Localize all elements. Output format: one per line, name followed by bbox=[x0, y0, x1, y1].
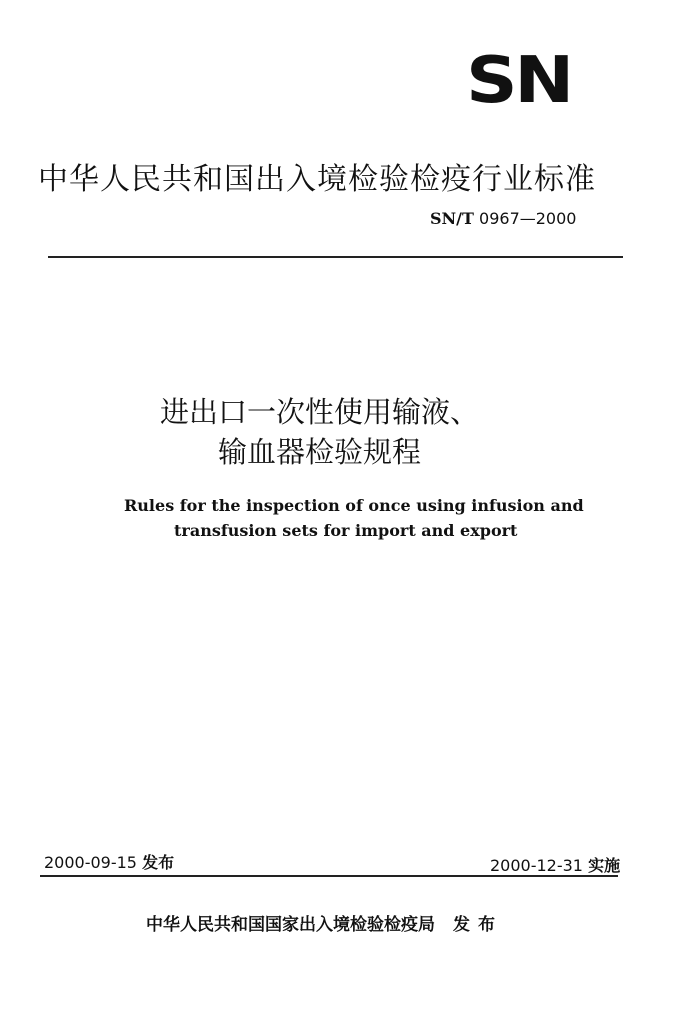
standard-code-number: 0967—2000 bbox=[479, 209, 577, 228]
header-divider bbox=[48, 256, 623, 258]
title-chinese-line-2: 输血器检验规程 bbox=[218, 435, 422, 469]
implementation-date bbox=[490, 853, 620, 876]
implementation-date-value: 2000-12-31 bbox=[490, 856, 583, 875]
sn-logo: SN bbox=[466, 44, 571, 118]
issue-date-label: 发布 bbox=[142, 853, 175, 872]
standard-code-prefix: SN/T bbox=[430, 209, 474, 228]
issuer-line bbox=[146, 910, 503, 935]
issue-date-value: 2000-09-15 bbox=[44, 853, 137, 872]
title-chinese-line-1: 进出口一次性使用输液、 bbox=[160, 395, 480, 429]
title-english-line-2: transfusion sets for import and export bbox=[174, 521, 518, 540]
issue-date bbox=[44, 850, 174, 873]
standard-category: 中华人民共和国出入境检验检疫行业标准 bbox=[38, 162, 596, 197]
issuer-action: 发布 bbox=[453, 915, 503, 935]
implementation-date-label: 实施 bbox=[588, 856, 621, 875]
title-english-line-1: Rules for the inspection of once using infusion and bbox=[124, 496, 584, 515]
standard-code bbox=[430, 209, 576, 228]
issuer-name: 中华人民共和国国家出入境检验检疫局 bbox=[146, 915, 435, 935]
footer-divider bbox=[40, 875, 618, 877]
